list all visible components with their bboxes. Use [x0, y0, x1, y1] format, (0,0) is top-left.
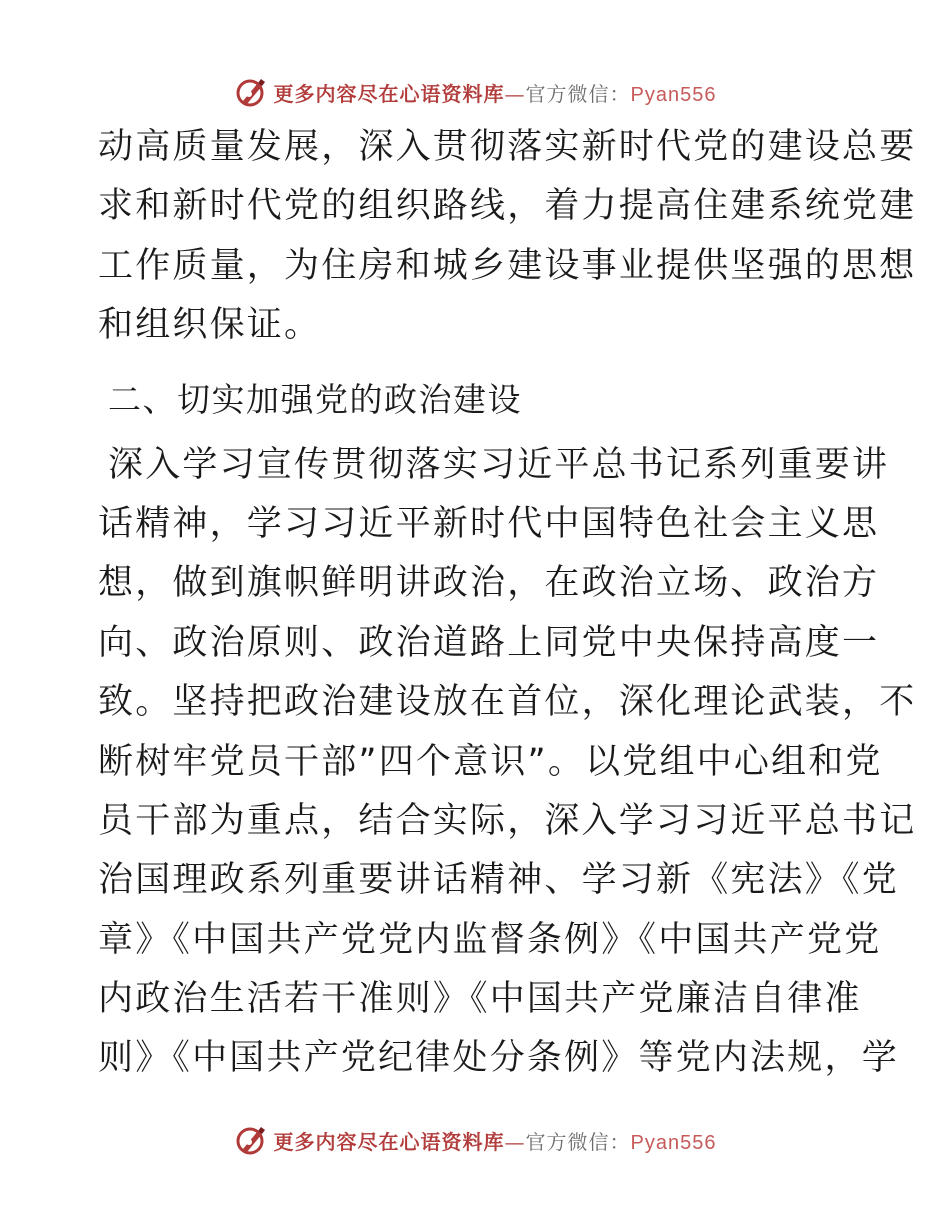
paragraph-line: 动高质量发展，深入贯彻落实新时代党的建设总要 [98, 127, 917, 167]
footer-banner [0, 1120, 950, 1160]
paragraph-2 [98, 436, 917, 1089]
paragraph-line: 员干部为重点，结合实际，深入学习习近平总书记 [98, 800, 917, 841]
paragraph-line: 向、政治原则、政治道路上同党中央保持高度一 [98, 622, 880, 663]
paragraph-line: 致。坚持把政治建设放在首位，深化理论武装，不 [98, 682, 917, 723]
header-brand: 更多内容尽在心语资料库 [273, 81, 505, 106]
pen-logo-icon [234, 1123, 268, 1157]
paragraph-line: 想，做到旗帜鲜明讲政治，在政治立场、政治方 [98, 563, 880, 604]
paragraph-1 [98, 118, 917, 356]
footer-wechat-label: 官方微信： [525, 1129, 631, 1154]
paragraph-line: 章》《中国共产党党内监督条例》《中国共产党党 [98, 919, 882, 960]
paragraph-line: 则》《中国共产党纪律处分条例》等党内法规，学 [98, 1038, 899, 1079]
header-separator: — [504, 81, 526, 106]
section-heading: 二、切实加强党的政治建设 [108, 379, 522, 419]
paragraph-line: 求和新时代党的组织路线，着力提高住建系统党建 [98, 186, 917, 227]
header-wechat-id: Pyan556 [630, 83, 717, 106]
paragraph-line: 话精神，学习习近平新时代中国特色社会主义思 [98, 503, 880, 544]
header-banner [0, 72, 950, 112]
header-text [274, 78, 717, 107]
paragraph-line: 深入学习宣传贯彻落实习近平总书记系列重要讲 [108, 444, 890, 485]
header-wechat-label: 官方微信： [525, 81, 631, 106]
paragraph-line: 治国理政系列重要讲话精神、学习新《宪法》《党 [98, 860, 899, 901]
pen-logo-icon [234, 75, 268, 109]
paragraph-line: 断树牢党员干部”四个意识”。以党组中心组和党 [98, 741, 883, 782]
footer-text [274, 1126, 717, 1155]
footer-brand: 更多内容尽在心语资料库 [273, 1129, 505, 1154]
document-body [98, 118, 917, 1089]
paragraph-line: 工作质量，为住房和城乡建设事业提供坚强的思想 [98, 245, 917, 286]
footer-separator: — [504, 1129, 526, 1154]
footer-wechat-id: Pyan556 [630, 1131, 717, 1154]
paragraph-line: 和组织保证。 [98, 305, 322, 346]
paragraph-line: 内政治生活若干准则》《中国共产党廉洁自律准 [98, 979, 862, 1020]
